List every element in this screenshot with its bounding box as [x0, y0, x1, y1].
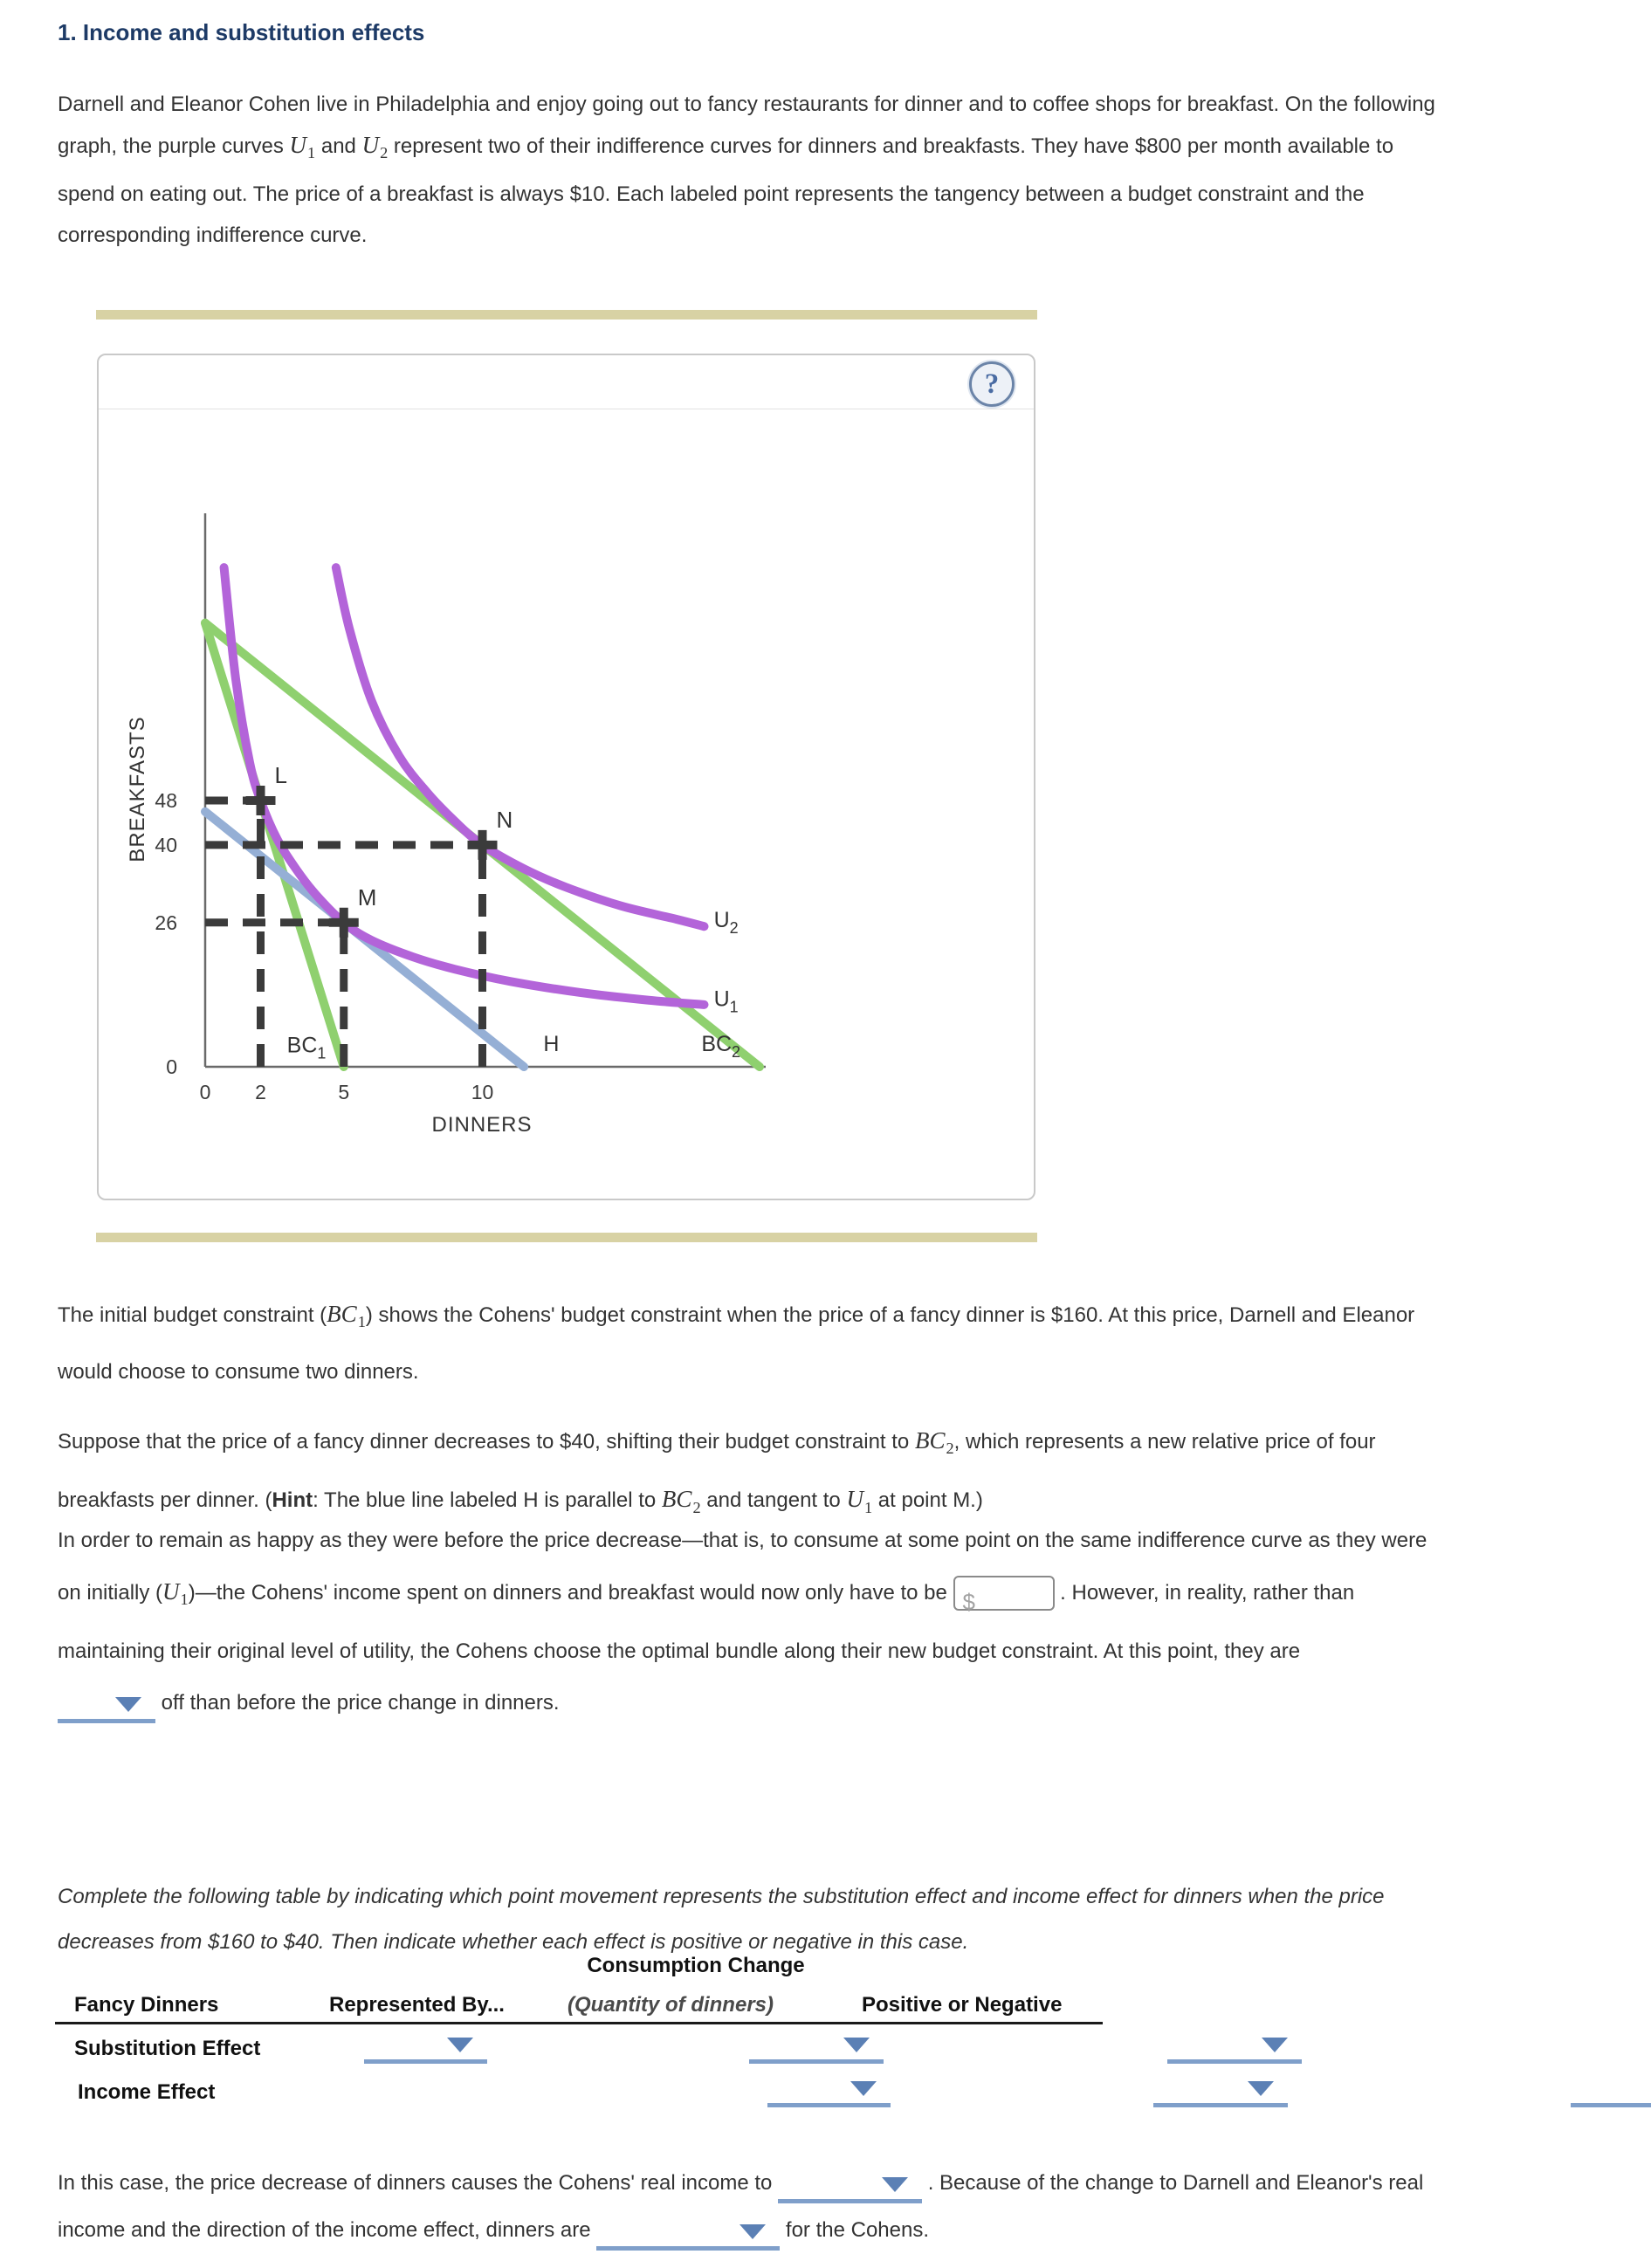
compensated-income-paragraph: [58, 1515, 1638, 1728]
y-tick-0: 0: [166, 1055, 177, 1078]
text-run: and tangent to: [700, 1488, 847, 1513]
y-tick-40: 40: [155, 833, 177, 856]
text-run: . However, in reality, rather than: [1054, 1581, 1355, 1605]
text-line: [58, 1874, 1638, 1920]
inline-dropdown[interactable]: [778, 2172, 922, 2203]
text-line: [58, 215, 1638, 256]
curve-label-U2: $U_2$: [713, 907, 739, 937]
text-line: [58, 84, 1638, 125]
text-line: [58, 174, 1638, 215]
text-run: Complete the following table by indicating which point movement represents the substitution effect and income effect for dinners when the price: [58, 1885, 1385, 1908]
intro-paragraph: [58, 84, 1638, 256]
math-symbol: $BC_2$: [661, 1486, 701, 1516]
text-run: In order to remain as happy as they were before the price decrease—that is, to consume at some point on the same indifference curve as they were: [58, 1529, 1427, 1552]
y-axis-label: BREAKFASTS: [126, 716, 149, 863]
text-run: spend on eating out. The price of a breakfast is always $10. Each labeled point represents the tangency between a budget constraint and the: [58, 182, 1365, 207]
text-run: . Because of the change to Darnell and Eleanor's real: [922, 2171, 1424, 2195]
substitution-represented-by-dropdown[interactable]: [364, 2032, 487, 2064]
point-label-L: L: [274, 762, 287, 789]
text-run: decreases from $160 to $40. Then indicate whether each effect is positive or negative in this case.: [58, 1930, 969, 1954]
text-run: income and the direction of the income effect, dinners are: [58, 2218, 597, 2242]
math-symbol: $U_1$: [846, 1486, 873, 1516]
point-label-M: M: [357, 883, 377, 911]
row-label-substitution-effect: Substitution Effect: [74, 2037, 261, 2060]
text-run: Darnell and Eleanor Cohen live in Philadelphia and enjoy going out to fancy restaurants for dinner and to coffee shops for breakfast. On the following: [58, 93, 1435, 116]
table-header-divider: [55, 2022, 1103, 2024]
table-header-quantity: (Quantity of dinners): [568, 1993, 774, 2017]
text-line: [58, 1920, 1638, 1965]
x-tick-10: 10: [471, 1081, 494, 1103]
bold-text: Hint: [272, 1488, 313, 1513]
graph-panel: [97, 354, 1035, 1200]
text-run: represent two of their indifference curves for dinners and breakfasts. They have $800 per month available to: [388, 134, 1394, 158]
math-symbol: $BC_2$: [914, 1427, 954, 1458]
text-run: would choose to consume two dinners.: [58, 1360, 419, 1385]
text-run: at point M.): [872, 1488, 983, 1513]
y-tick-48: 48: [155, 789, 177, 813]
text-line: [58, 1625, 1638, 1677]
text-run: The initial budget constraint (: [58, 1303, 327, 1327]
text-run: off than before the price change in dinners.: [155, 1691, 560, 1715]
text-line: [58, 2160, 1638, 2207]
inline-dropdown[interactable]: [596, 2219, 780, 2251]
text-line: [58, 2207, 1638, 2254]
math-symbol: $U_1$: [162, 1578, 189, 1609]
text-run: for the Cohens.: [780, 2218, 930, 2242]
table-group-header: Consumption Change: [587, 1954, 805, 1977]
text-run: breakfasts per dinner. (: [58, 1488, 272, 1513]
page-title: 1. Income and substitution effects: [58, 19, 425, 45]
x-axis-label: DINNERS: [431, 1113, 533, 1137]
indifference-curve-chart: [99, 355, 1037, 1202]
section-divider-bottom: [96, 1233, 1037, 1242]
income-quantity-dropdown[interactable]: [1153, 2076, 1288, 2107]
x-tick-5: 5: [338, 1081, 350, 1103]
text-run: ) shows the Cohens' budget constraint when the price of a fancy dinner is $160. At this price, Darnell and Eleanor: [365, 1303, 1415, 1327]
curve-label-U1: $U_1$: [713, 986, 739, 1016]
text-line: [58, 1415, 1638, 1474]
text-run: : The blue line labeled H is parallel to: [313, 1488, 662, 1513]
math-symbol: $BC_1$: [327, 1301, 366, 1331]
text-line: [58, 1289, 1638, 1347]
income-represented-by-dropdown[interactable]: [767, 2076, 891, 2107]
help-icon[interactable]: ?: [969, 361, 1015, 407]
math-symbol: $U_2$: [361, 132, 389, 162]
text-run: Suppose that the price of a fancy dinner decreases to $40, shifting their budget constraint to: [58, 1430, 915, 1454]
point-label-N: N: [496, 806, 513, 833]
inline-dropdown[interactable]: [58, 1692, 155, 1723]
curve-label-BC2: $BC_2$: [701, 1032, 741, 1062]
text-run: and: [315, 134, 362, 158]
dollar-prefix: $: [962, 1589, 975, 1615]
text-run: graph, the purple curves: [58, 134, 290, 158]
text-line: [58, 1347, 1638, 1398]
section-divider-top: [96, 310, 1037, 320]
substitution-quantity-dropdown[interactable]: [749, 2032, 884, 2064]
curve-label-BC1: $BC_1$: [286, 1033, 327, 1062]
conclusion-paragraph: [58, 2160, 1638, 2254]
row-label-income-effect: Income Effect: [78, 2080, 216, 2104]
math-symbol: $U_1$: [289, 132, 316, 162]
income-amount-input[interactable]: [953, 1576, 1055, 1615]
table-header-fancy-dinners: Fancy Dinners: [74, 1993, 219, 2017]
text-run: on initially (: [58, 1581, 163, 1605]
substitution-sign-dropdown[interactable]: [1167, 2032, 1302, 2064]
text-run: , which represents a new relative price of four: [953, 1430, 1376, 1454]
income-sign-dropdown[interactable]: [1571, 2076, 1651, 2107]
text-line: [58, 1515, 1638, 1566]
text-run: corresponding indifference curve.: [58, 223, 368, 248]
x-tick-2: 2: [255, 1081, 266, 1103]
y-tick-26: 26: [155, 911, 177, 934]
text-line: [58, 125, 1638, 174]
point-marker-L: [246, 786, 276, 815]
table-instructions-paragraph: [58, 1874, 1638, 1965]
table-header-positive-negative: Positive or Negative: [862, 1993, 1063, 2017]
curve-U1: [224, 567, 705, 1005]
text-run: In this case, the price decrease of dinners causes the Cohens' real income to: [58, 2171, 779, 2195]
x-tick-0: 0: [199, 1081, 211, 1103]
table-header-represented-by: Represented By...: [329, 1993, 505, 2017]
text-line: [58, 1566, 1638, 1625]
initial-constraint-paragraph: [58, 1289, 1638, 1398]
text-line: [58, 1677, 1638, 1728]
text-run: )—the Cohens' income spent on dinners and breakfast would now only have to be: [188, 1581, 953, 1605]
text-run: maintaining their original level of utility, the Cohens choose the optimal bundle along their new budget constraint. At this point, they are: [58, 1639, 1301, 1664]
curve-label-H: H: [543, 1032, 560, 1057]
